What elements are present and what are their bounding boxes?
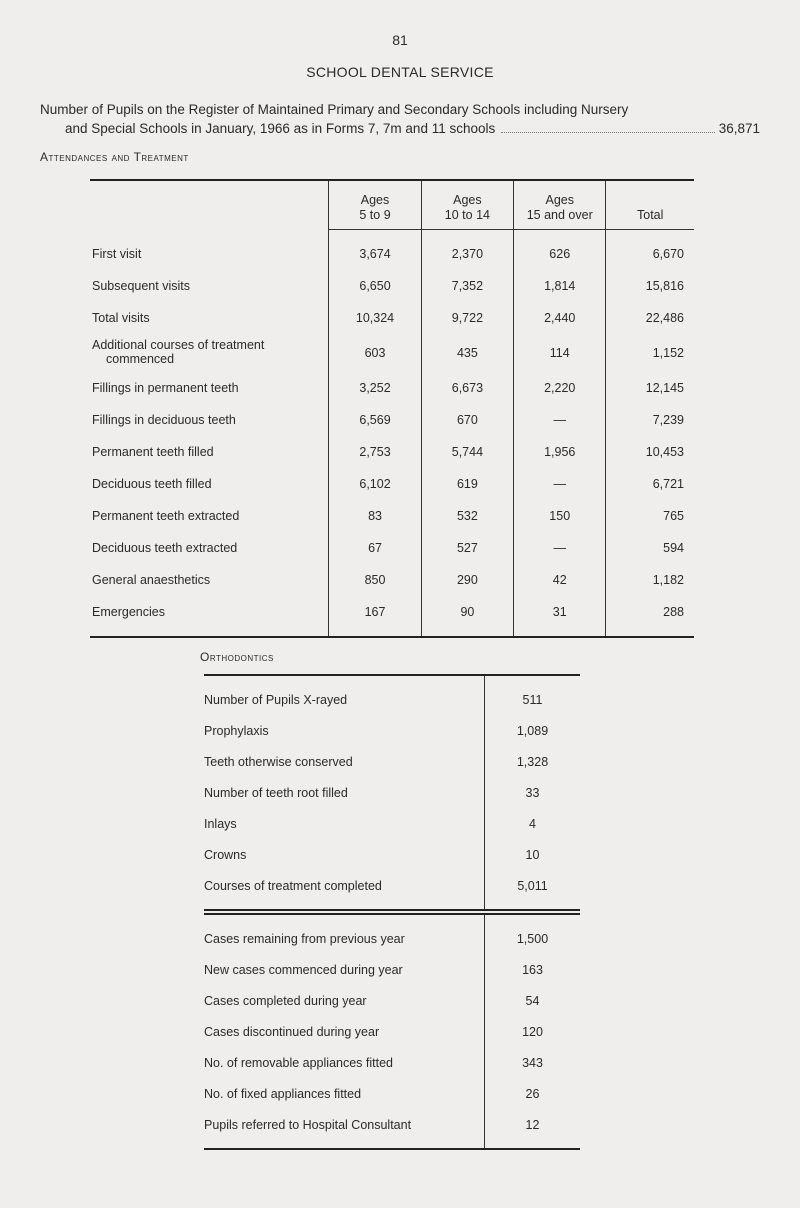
orthodontics-table-2 <box>204 913 580 1150</box>
attendances-body <box>90 230 694 638</box>
row-label: Cases completed during year <box>204 993 367 1008</box>
header-blank <box>90 180 329 230</box>
row-label: No. of removable appliances fitted <box>204 1055 393 1070</box>
row-label-text: Subsequent visits <box>92 279 190 293</box>
cell-total: 1,152 <box>606 334 694 372</box>
table-row <box>204 1016 580 1047</box>
table-row <box>204 839 580 870</box>
cell-total: 15,816 <box>606 270 694 302</box>
orthodontics-heading: Orthodontics <box>200 650 274 664</box>
cell-ages-5-9: 2,753 <box>329 436 421 468</box>
row-label <box>90 372 329 404</box>
row-label-text: General anaesthetics <box>92 573 211 587</box>
orthodontics-table-1 <box>204 674 580 911</box>
page-number: 81 <box>392 32 408 48</box>
row-value: 5,011 <box>485 870 581 901</box>
cell-ages-5-9: 10,324 <box>329 302 421 334</box>
row-label <box>90 238 329 270</box>
col-header-ages-10-14 <box>421 180 513 230</box>
row-value: 511 <box>485 684 581 715</box>
table-row <box>90 404 694 436</box>
table-row <box>90 334 694 372</box>
row-label-text: Emergencies <box>92 605 165 619</box>
spacer-row <box>90 230 694 239</box>
row-value: 343 <box>485 1047 581 1078</box>
row-label-text: Fillings in permanent teeth <box>92 381 239 395</box>
cell-ages-5-9: 6,569 <box>329 404 421 436</box>
row-label-text: Additional courses of treatment <box>92 338 265 352</box>
cell-total: 288 <box>606 596 694 628</box>
table-row <box>204 985 580 1016</box>
cell-total: 6,670 <box>606 238 694 270</box>
row-label: Inlays <box>204 816 237 831</box>
cell-total: 1,182 <box>606 564 694 596</box>
row-label: Teeth otherwise conserved <box>204 754 353 769</box>
row-label-text: Permanent teeth filled <box>92 445 214 459</box>
table-row <box>204 870 580 901</box>
spacer-row <box>90 628 694 637</box>
row-label <box>90 302 329 334</box>
cell-ages-10-14: 619 <box>421 468 513 500</box>
row-label: No. of fixed appliances fitted <box>204 1086 362 1101</box>
row-value: 1,328 <box>485 746 581 777</box>
cell-total: 10,453 <box>606 436 694 468</box>
cell-total: 12,145 <box>606 372 694 404</box>
cell-ages-10-14: 7,352 <box>421 270 513 302</box>
table-row <box>90 270 694 302</box>
cell-ages-5-9: 850 <box>329 564 421 596</box>
intro-line-2-row <box>40 119 760 138</box>
intro-total-pupils: 36,871 <box>718 121 760 136</box>
table-row <box>90 372 694 404</box>
table-row <box>204 808 580 839</box>
row-label-text: Deciduous teeth extracted <box>92 541 238 555</box>
row-label: New cases commenced during year <box>204 962 403 977</box>
table-row <box>90 238 694 270</box>
row-value: 120 <box>485 1016 581 1047</box>
cell-ages-15-over: — <box>514 468 606 500</box>
row-label: Number of Pupils X-rayed <box>204 692 348 707</box>
row-value: 12 <box>485 1109 581 1140</box>
cell-ages-15-over: 31 <box>514 596 606 628</box>
row-label-text: Fillings in deciduous teeth <box>92 413 236 427</box>
col-header-ages-5-9 <box>329 180 421 230</box>
row-label: Crowns <box>204 847 247 862</box>
row-label-text: First visit <box>92 247 142 261</box>
cell-ages-10-14: 532 <box>421 500 513 532</box>
table-row <box>204 923 580 954</box>
spacer-row <box>204 901 580 910</box>
row-label <box>90 564 329 596</box>
col-header-ages-15-over <box>514 180 606 230</box>
cell-ages-15-over: — <box>514 532 606 564</box>
row-value: 163 <box>485 954 581 985</box>
row-label <box>90 334 329 372</box>
row-value: 4 <box>485 808 581 839</box>
cell-ages-15-over: 114 <box>514 334 606 372</box>
cell-total: 6,721 <box>606 468 694 500</box>
row-label <box>90 404 329 436</box>
cell-ages-10-14: 2,370 <box>421 238 513 270</box>
row-label-text-2: commenced <box>106 352 175 366</box>
table-row <box>90 302 694 334</box>
row-label: Cases discontinued during year <box>204 1024 380 1039</box>
cell-ages-5-9: 167 <box>329 596 421 628</box>
table-row <box>204 1078 580 1109</box>
col-header-text: Total <box>637 208 664 222</box>
row-label <box>90 468 329 500</box>
cell-ages-5-9: 3,252 <box>329 372 421 404</box>
row-label <box>90 596 329 628</box>
cell-ages-15-over: 1,814 <box>514 270 606 302</box>
table-row <box>90 500 694 532</box>
cell-ages-10-14: 435 <box>421 334 513 372</box>
cell-ages-10-14: 290 <box>421 564 513 596</box>
row-label <box>90 532 329 564</box>
attendances-table <box>90 179 694 638</box>
row-label: Cases remaining from previous year <box>204 931 405 946</box>
cell-total: 765 <box>606 500 694 532</box>
table-row <box>90 564 694 596</box>
table-row <box>204 1047 580 1078</box>
table-row <box>90 468 694 500</box>
table-row <box>90 596 694 628</box>
attendances-header-row <box>90 180 694 230</box>
cell-ages-10-14: 6,673 <box>421 372 513 404</box>
cell-ages-5-9: 3,674 <box>329 238 421 270</box>
row-label-text: Deciduous teeth filled <box>92 477 212 491</box>
page-title: SCHOOL DENTAL SERVICE <box>306 64 494 80</box>
row-value: 10 <box>485 839 581 870</box>
intro-paragraph <box>40 100 760 138</box>
row-value: 1,500 <box>485 923 581 954</box>
row-label: Number of teeth root filled <box>204 785 348 800</box>
cell-ages-5-9: 6,102 <box>329 468 421 500</box>
cell-ages-15-over: — <box>514 404 606 436</box>
cell-ages-10-14: 527 <box>421 532 513 564</box>
cell-total: 594 <box>606 532 694 564</box>
cell-ages-10-14: 5,744 <box>421 436 513 468</box>
row-label: Prophylaxis <box>204 723 269 738</box>
cell-ages-10-14: 670 <box>421 404 513 436</box>
cell-ages-15-over: 150 <box>514 500 606 532</box>
dot-leader <box>501 119 714 133</box>
col-header-text: Ages 15 and over <box>526 193 593 222</box>
row-label <box>90 436 329 468</box>
table-row <box>90 532 694 564</box>
row-value: 54 <box>485 985 581 1016</box>
table-row <box>204 954 580 985</box>
cell-ages-10-14: 9,722 <box>421 302 513 334</box>
cell-ages-15-over: 2,220 <box>514 372 606 404</box>
table-row <box>204 746 580 777</box>
cell-ages-10-14: 90 <box>421 596 513 628</box>
col-header-text: Ages 5 to 9 <box>359 193 391 222</box>
table-row <box>204 777 580 808</box>
row-label-text: Total visits <box>92 311 150 325</box>
cell-ages-15-over: 1,956 <box>514 436 606 468</box>
table-row <box>90 436 694 468</box>
cell-ages-5-9: 83 <box>329 500 421 532</box>
cell-ages-15-over: 42 <box>514 564 606 596</box>
cell-total: 22,486 <box>606 302 694 334</box>
row-label-text: Permanent teeth extracted <box>92 509 240 523</box>
cell-ages-5-9: 6,650 <box>329 270 421 302</box>
row-value: 26 <box>485 1078 581 1109</box>
spacer-row <box>204 675 580 684</box>
cell-ages-5-9: 67 <box>329 532 421 564</box>
cell-ages-15-over: 626 <box>514 238 606 270</box>
intro-line-1: Number of Pupils on the Register of Maintained Primary and Secondary Schools including Nursery <box>40 102 629 117</box>
row-label: Courses of treatment completed <box>204 878 382 893</box>
row-label <box>90 500 329 532</box>
cell-ages-15-over: 2,440 <box>514 302 606 334</box>
spacer-row <box>204 1140 580 1149</box>
row-value: 1,089 <box>485 715 581 746</box>
cell-total: 7,239 <box>606 404 694 436</box>
table-row <box>204 684 580 715</box>
row-label: Pupils referred to Hospital Consultant <box>204 1117 412 1132</box>
col-header-total <box>606 180 694 230</box>
attendances-heading: Attendances and Treatment <box>40 150 189 164</box>
spacer-row <box>204 914 580 923</box>
row-label <box>90 270 329 302</box>
table-row <box>204 1109 580 1140</box>
cell-ages-5-9: 603 <box>329 334 421 372</box>
row-value: 33 <box>485 777 581 808</box>
table-row <box>204 715 580 746</box>
col-header-text: Ages 10 to 14 <box>444 193 490 222</box>
intro-line-2: and Special Schools in January, 1966 as in Forms 7, 7m and 11 schools <box>65 121 496 136</box>
